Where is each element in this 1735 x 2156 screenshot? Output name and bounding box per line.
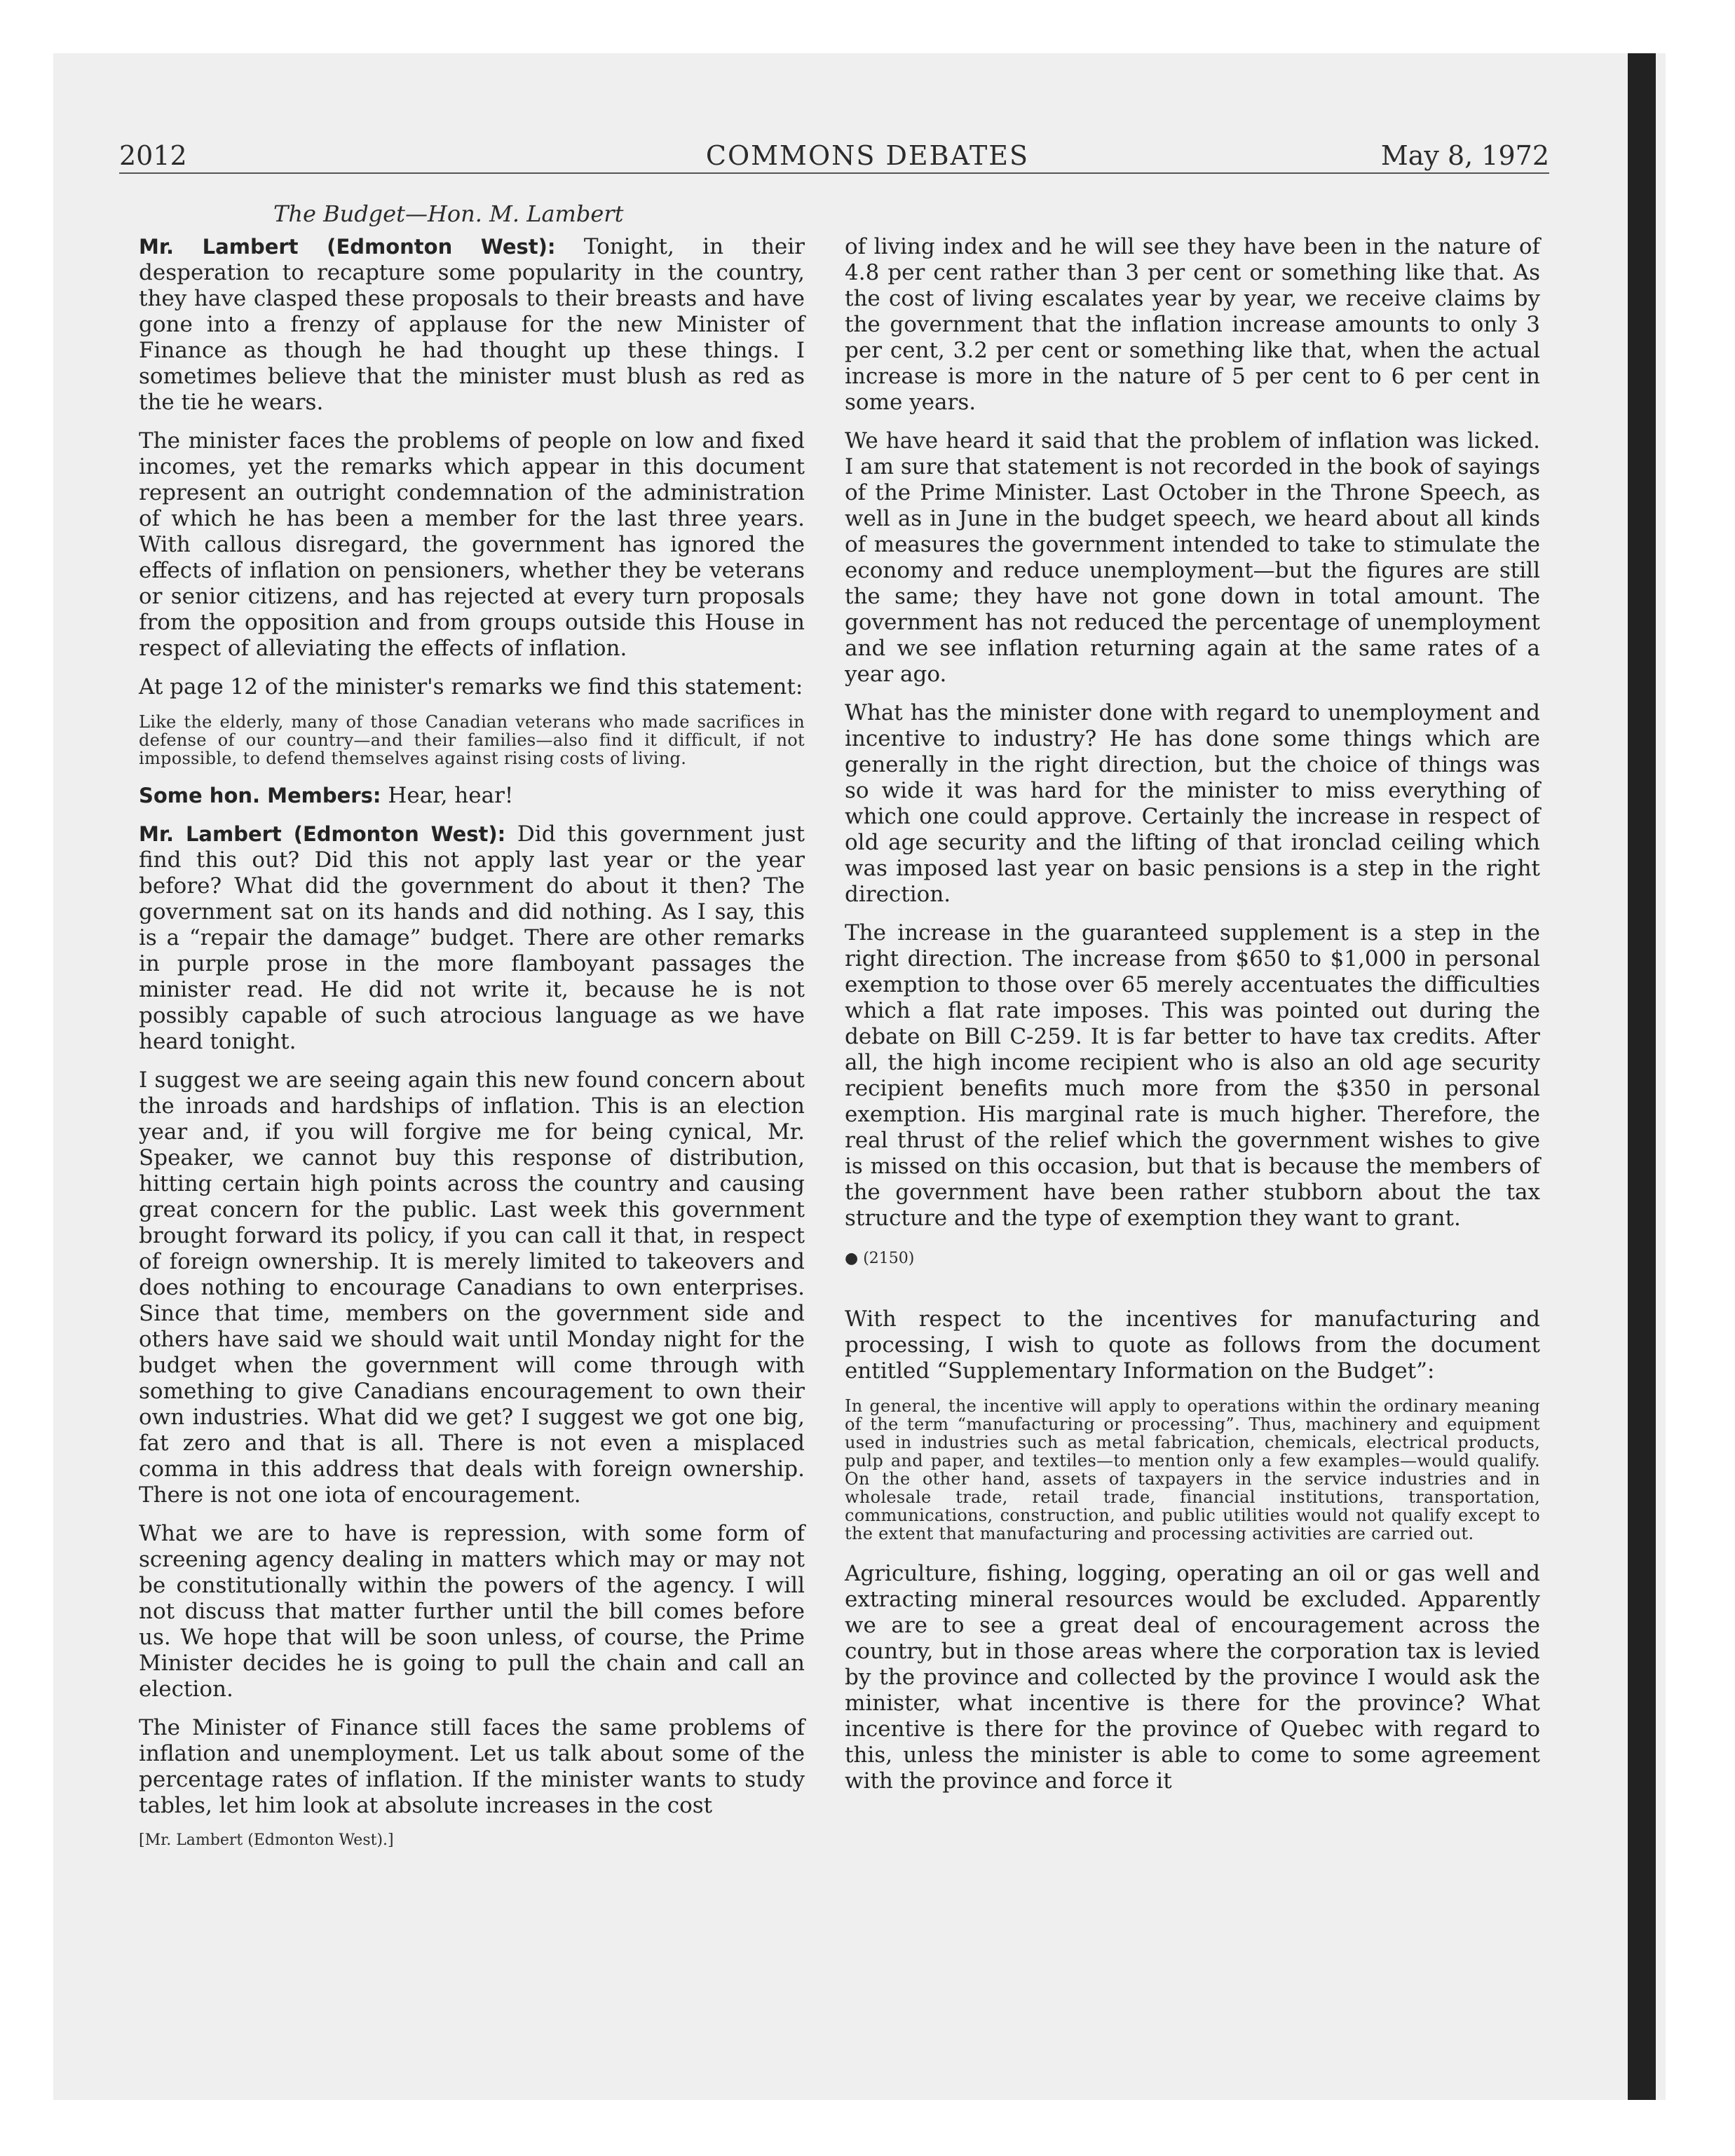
paragraph [139,821,805,1055]
paragraph-text: Tonight, in their desperation to recapture some popularity in the country, they have clasped these proposals to their breasts and have gone into a frenzy of applause for the new Minister of Finance as though he had thought up these things. I sometimes believe that the minister must blush as red as the tie he wears. [139,234,805,415]
paragraph: The minister faces the problems of people on low and fixed incomes, yet the remarks which appear in this document represent an outright condemnation of the administration of which he has been a member for the last three years. With callous disregard, the government has ignored the effects of inflation on pensioners, whether they be veterans or senior citizens, and has rejected at every turn proposals from the opposition and from groups outside this House in respect of alleviating the effects of inflation. [139,428,805,661]
speaker-name: Mr. Lambert (Edmonton West): [139,822,506,846]
paragraph [139,234,805,416]
paragraph: The increase in the guaranteed supplement is a step in the right direction. The increase from $650 to $1,000 in personal exemption to those over 65 merely accentuates the difficulties which a flat rate imposes. This was pointed out during the debate on Bill C-259. It is far better to have tax credits. After all, the high income recipient who is also an old age security recipient benefits much more from the $350 in personal exemption. His marginal rate is much higher. Therefore, the real thrust of the relief which the government wishes to give is missed on this occasion, but that is because the members of the government have been rather stubborn about the tax structure and the type of exemption they want to grant. [845,920,1540,1231]
paragraph: What has the minister done with regard to unemployment and incentive to industry? He has done some things which are generally in the right direction, but the choice of things was so wide it was hard for the minister to miss everything of which one could approve. Certainly the increase in respect of old age security and the lifting of that ironclad ceiling which was imposed last year on basic pensions is a step in the right direction. [845,700,1540,907]
publication-date: May 8, 1972 [1380,140,1549,171]
speaker-name: Some hon. Members: [139,784,381,807]
left-column [139,234,805,1849]
speaker-footnote: [Mr. Lambert (Edmonton West).] [139,1831,394,1849]
paragraph [139,783,805,809]
speaker-name: Mr. Lambert (Edmonton West): [139,235,556,259]
paragraph: What we are to have is repression, with some form of screening agency dealing in matters which may or may not be constitutionally within the powers of the agency. I will not discuss that matter further until the bill comes before us. We hope that will be soon unless, of course, the Prime Minister decides he is going to pull the chain and call an election. [139,1521,805,1702]
time-marker: ● (2150) [845,1250,915,1267]
block-quote: Like the elderly, many of those Canadian veterans who made sacrifices in defense of our country—and their families—also find it difficult, if not impossible, to defend themselves against rising costs of living. [139,712,805,768]
header-rule [119,172,1549,174]
running-head: The Budget—Hon. M. Lambert [273,200,624,227]
paragraph-text: Did this government just find this out? Did this not apply last year or the year before? What did the government do about it then? The government sat on its hands and did nothing. As I say, this is a “repair the damage” budget. There are other remarks in purple prose in the more flamboyant passages the minister read. He did not write it, because he is not possibly capable of such atrocious language as we have heard tonight. [139,821,805,1054]
scan-edge-bar [1628,53,1656,2100]
paragraph-text: Hear, hear! [388,783,514,808]
paragraph: Agriculture, fishing, logging, operating an oil or gas well and extracting mineral resources would be excluded. Apparently we are to see a great deal of encouragement across the country, but in those areas where the corporation tax is levied by the province and collected by the province I would ask the minister, what incentive is there for the province? What incentive is there for the province of Quebec with regard to this, unless the minister is able to come to some agreement with the province and force it [845,1561,1540,1794]
paragraph: With respect to the incentives for manufacturing and processing, I wish to quote as follows from the document entitled “Supplementary Information on the Budget”: [845,1306,1540,1384]
page-number: 2012 [119,140,187,171]
paragraph: I suggest we are seeing again this new found concern about the inroads and hardships of inflation. This is an election year and, if you will forgive me for being cynical, Mr. Speaker, we cannot buy this response of distribution, hitting certain high points across the country and causing great concern for the public. Last week this government brought forward its policy, if you can call it that, in respect of foreign ownership. It is merely limited to takeovers and does nothing to encourage Canadians to own enterprises. Since that time, members on the government side and others have said we should wait until Monday night for the budget when the government will come through with something to give Canadians encouragement to own their own industries. What did we get? I suggest we got one big, fat zero and that is all. There is not even a misplaced comma in this address that deals with foreign ownership. There is not one iota of encouragement. [139,1067,805,1508]
paragraph: At page 12 of the minister's remarks we find this statement: [139,674,803,700]
paragraph: We have heard it said that the problem of inflation was licked. I am sure that statement is not recorded in the book of sayings of the Prime Minister. Last October in the Throne Speech, as well as in June in the budget speech, we heard about all kinds of measures the government intended to take to stimulate the economy and reduce unemployment—but the figures are still the same; they have not gone down in total amount. The government has not reduced the percentage of unemployment and we see inflation returning again at the same rates of a year ago. [845,428,1540,687]
paragraph: The Minister of Finance still faces the same problems of inflation and unemployment. Let us talk about some of the percentage rates of inflation. If the minister wants to study tables, let him look at absolute increases in the cost [139,1715,805,1818]
publication-title: COMMONS DEBATES [705,140,1030,171]
paragraph: of living index and he will see they have been in the nature of 4.8 per cent rather than 3 per cent or something like that. As the cost of living escalates year by year, we receive claims by the government that the inflation increase amounts to only 3 per cent, 3.2 per cent or something like that, when the actual increase is more in the nature of 5 per cent to 6 per cent in some years. [845,234,1540,415]
right-column [845,234,1540,1807]
block-quote: In general, the incentive will apply to operations within the ordinary meaning of the term “manufacturing or processing”. Thus, machinery and equipment used in industries such as metal fabrication, chemicals, electrical products, pulp and paper, and textiles—to mention only a few examples—would qualify. On the other hand, assets of taxpayers in the service industries and in wholesale trade, retail trade, financial institutions, transportation, communications, construction, and public utilities would not qualify except to the extent that manufacturing and processing activities are carried out. [845,1396,1540,1543]
